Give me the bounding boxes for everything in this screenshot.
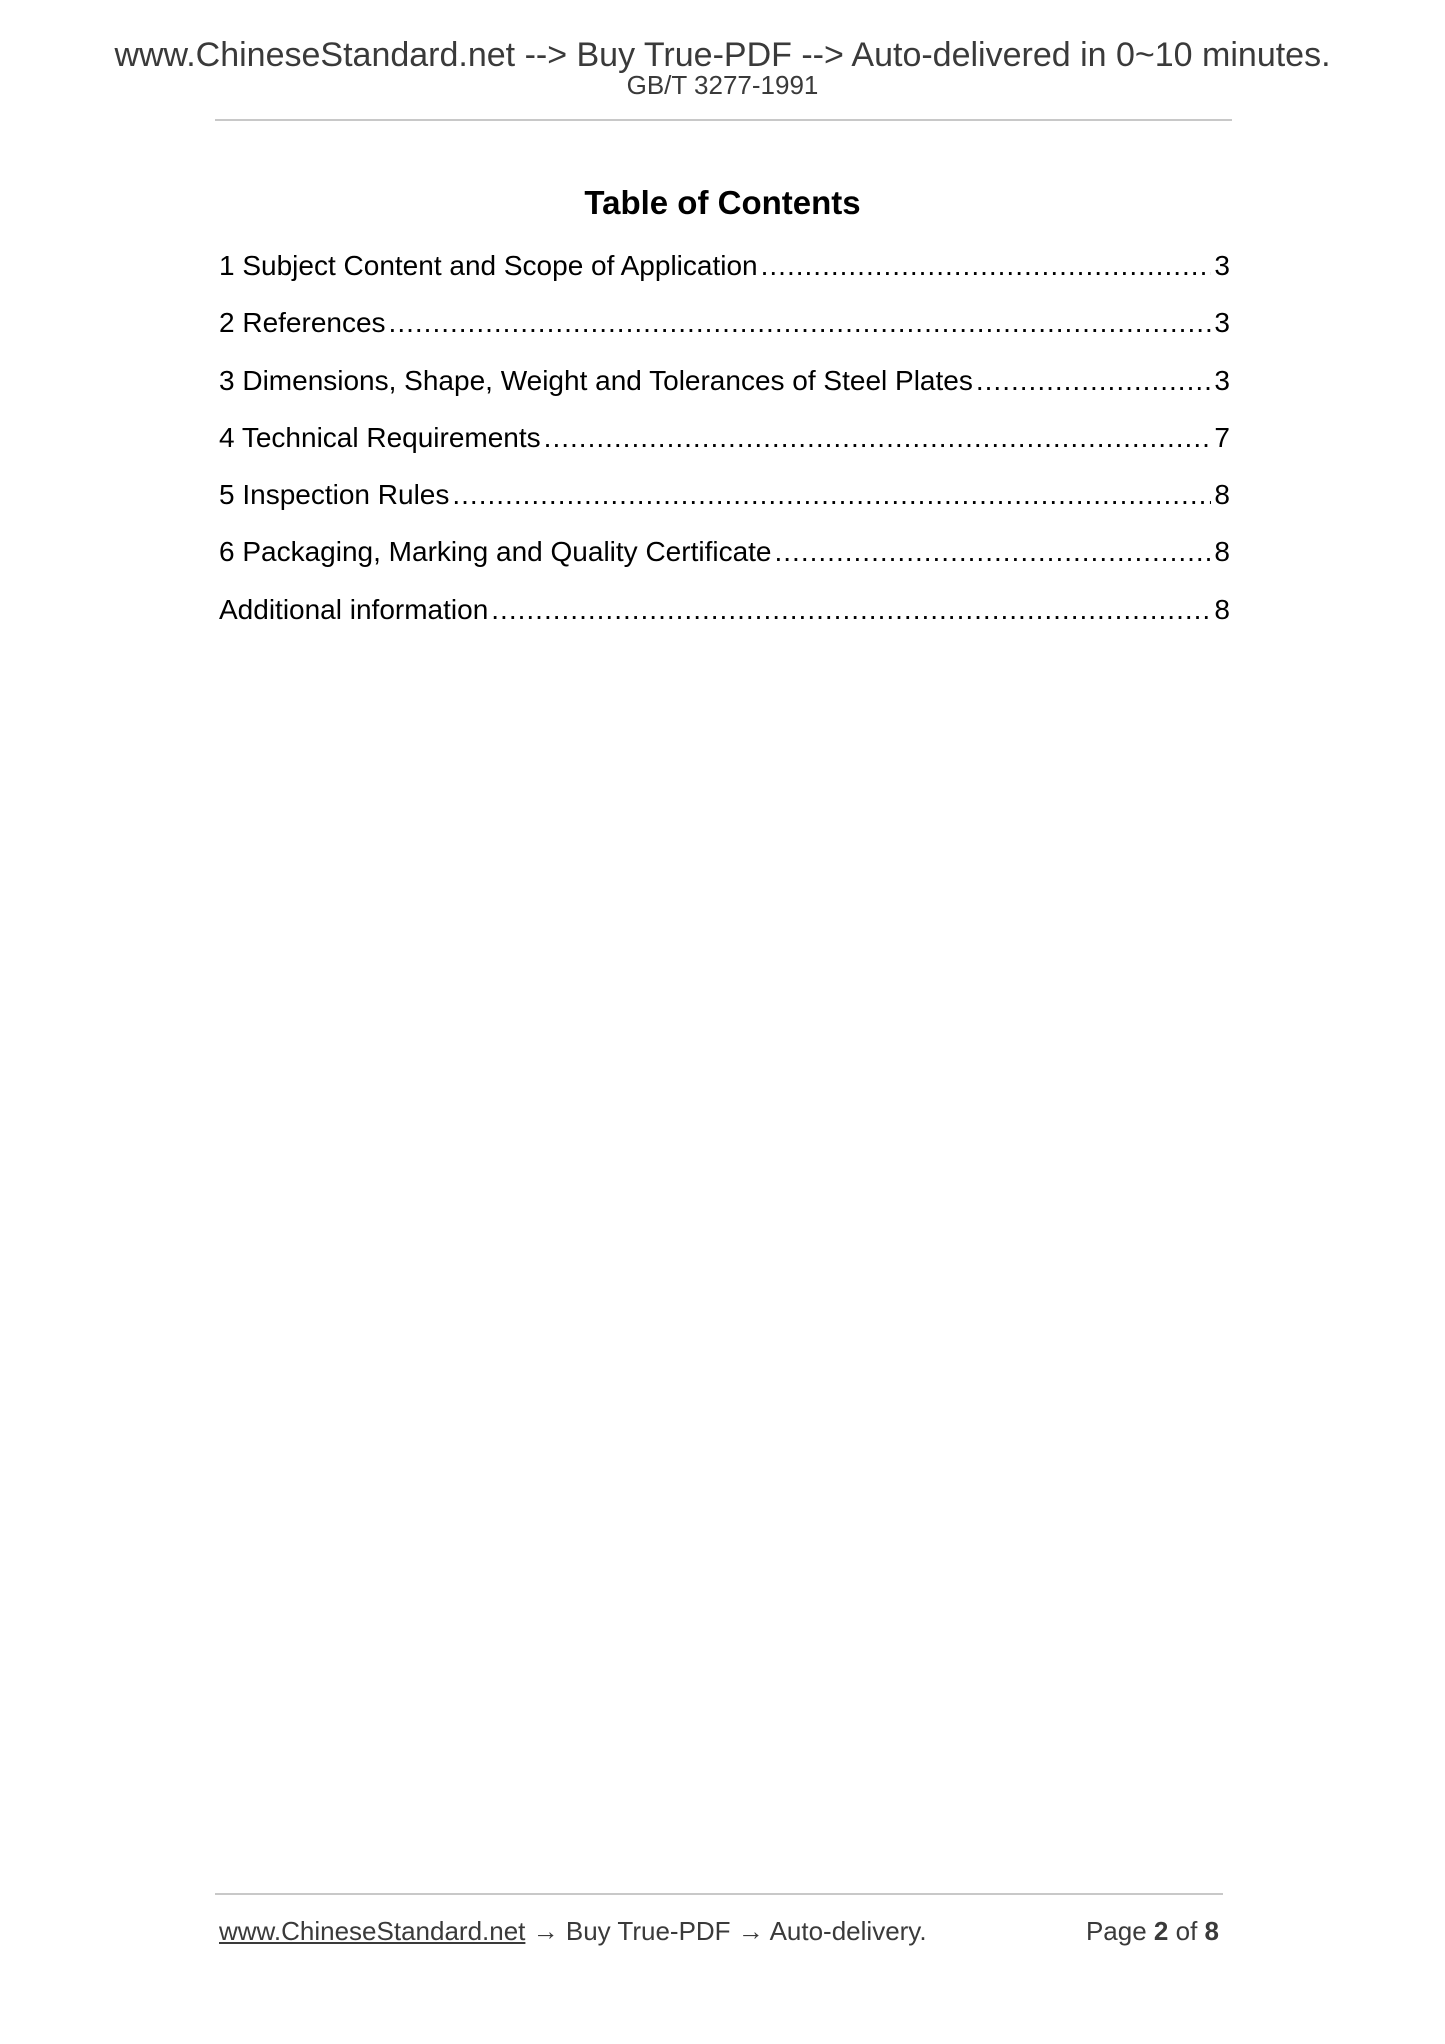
toc-entry-page: 3: [1214, 364, 1230, 396]
toc-entry-text: 4 Technical Requirements: [219, 421, 541, 453]
toc-entry-page: 8: [1214, 536, 1230, 568]
toc-entry[interactable]: [219, 309, 1230, 366]
toc-entry-page: 8: [1214, 593, 1230, 625]
header-divider: [215, 119, 1232, 121]
toc-entry[interactable]: [219, 252, 1230, 309]
promo-banner: www.ChineseStandard.net --> Buy True-PDF --> Auto-delivered in 0~10 minutes.: [114, 36, 1331, 74]
standard-code: GB/T 3277-1991: [626, 70, 819, 100]
toc-leader-dots: [389, 309, 1212, 337]
page-indicator: [1086, 1918, 1219, 1944]
toc-entry-page: 8: [1214, 479, 1230, 511]
toc-entry-text: 1 Subject Content and Scope of Application: [219, 250, 758, 281]
footer-tagline: → Buy True-PDF → Auto-delivery.: [525, 1916, 927, 1946]
table-of-contents: [219, 252, 1230, 653]
toc-entry-text: 3 Dimensions, Shape, Weight and Tolerances of Steel Plates: [219, 364, 973, 396]
toc-entry-text: 6 Packaging, Marking and Quality Certificate: [219, 536, 772, 568]
toc-entry[interactable]: [219, 593, 1230, 653]
toc-entry[interactable]: [219, 481, 1230, 538]
footer-website-link[interactable]: www.ChineseStandard.net: [219, 1916, 526, 1946]
toc-leader-dots: [761, 252, 1212, 280]
page-current: 2: [1153, 1916, 1169, 1946]
toc-entry-text: 5 Inspection Rules: [219, 479, 450, 511]
toc-entry-page: 3: [1214, 307, 1230, 339]
toc-leader-dots: [775, 538, 1212, 566]
toc-leader-dots: [544, 424, 1212, 452]
toc-entry[interactable]: [219, 538, 1230, 595]
toc-title: Table of Contents: [584, 184, 861, 221]
toc-entry-text: Additional information: [219, 593, 489, 625]
toc-entry-text: 2 References: [219, 307, 386, 339]
toc-entry[interactable]: [219, 421, 1230, 481]
of-label: of: [1175, 1916, 1198, 1946]
toc-leader-dots: [452, 481, 1211, 509]
page-footer: [219, 1918, 1223, 1944]
toc-entry[interactable]: [219, 364, 1230, 424]
page-total: 8: [1204, 1916, 1219, 1946]
toc-entry-page: 7: [1214, 421, 1230, 453]
footer-divider: [215, 1893, 1223, 1895]
toc-entry-page: 3: [1214, 250, 1230, 281]
page-label: Page: [1085, 1916, 1147, 1946]
toc-leader-dots: [491, 596, 1211, 624]
toc-leader-dots: [976, 367, 1212, 395]
